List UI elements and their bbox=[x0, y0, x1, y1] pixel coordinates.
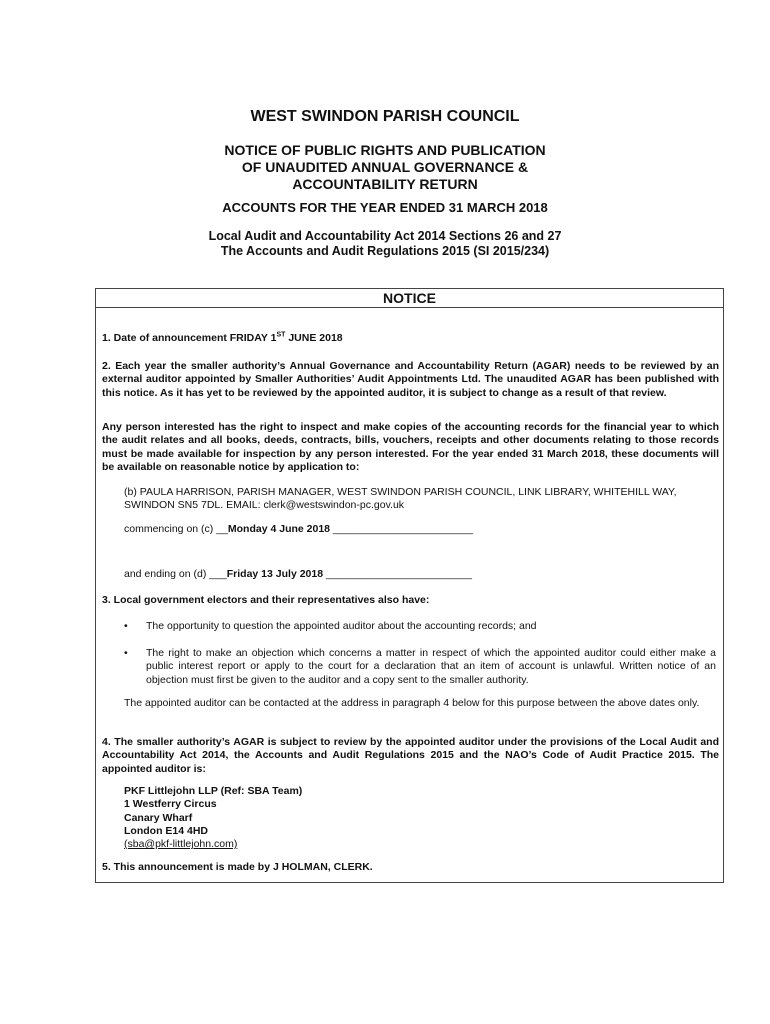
list-item-text: The right to make an objection which concerns a matter in respect of which the appointed auditor could either make a public interest report or apply to the court for a declaration that an item of account is unlawful. Written notice of an objection must first be given to the auditor and a copy sent to the smaller authority. bbox=[146, 647, 716, 686]
notice-heading-line3: ACCOUNTABILITY RETURN bbox=[292, 176, 478, 192]
auditor-address-line: PKF Littlejohn LLP (Ref: SBA Team) bbox=[124, 785, 303, 797]
notice-heading-line2: OF UNAUDITED ANNUAL GOVERNANCE & bbox=[241, 159, 529, 175]
ending-suffix: _________________________ bbox=[323, 568, 472, 580]
bullet-icon: • bbox=[124, 647, 128, 659]
item-1-date bbox=[102, 332, 719, 345]
ending-date: Friday 13 July 2018 bbox=[226, 568, 324, 580]
auditor-address-line: 1 Westferry Circus bbox=[124, 798, 217, 811]
item-3-heading: 3. Local government electors and their representatives also have: bbox=[102, 594, 430, 606]
item-2-paragraph: 2. Each year the smaller authority’s Annual Governance and Accountability Return (AGAR) needs to be reviewed by an external auditor appointed by Smaller Authorities’ Audit Appointments Ltd. The unaudited AGAR has been published with this notice. As it has yet to be reviewed by the appointed auditor, it is subject to change as a result of that review. bbox=[102, 360, 719, 399]
auditor-email-link[interactable]: (sba@pkf-littlejohn.com) bbox=[124, 838, 238, 851]
item-1-suffix: JUNE 2018 bbox=[285, 332, 343, 344]
notice-box-title: NOTICE bbox=[96, 289, 723, 308]
auditor-contact-paragraph: The appointed auditor can be contacted at the address in paragraph 4 below for this purpose between the above dates only. bbox=[124, 697, 700, 709]
notice-heading bbox=[0, 142, 770, 193]
list-item-text: The opportunity to question the appointed auditor about the accounting records; and bbox=[146, 620, 537, 632]
legislation-line1: Local Audit and Accountability Act 2014 Sections 26 and 27 bbox=[208, 229, 562, 243]
rights-paragraph: Any person interested has the right to inspect and make copies of the accounting records for the financial year to which the audit relates and all books, deeds, contracts, bills, vouchers, receipts and other documents relating to those records must be made available for inspection by any person interested. For the year ended 31 March 2018, these documents will be available on reasonable notice by application to: bbox=[102, 421, 719, 473]
commencing-date: Monday 4 June 2018 bbox=[227, 523, 331, 535]
item-5-paragraph: 5. This announcement is made by J HOLMAN, CLERK. bbox=[102, 861, 373, 873]
auditor-address-line: London E14 4HD bbox=[124, 824, 209, 837]
ending-prefix: and ending on (d) ___ bbox=[124, 568, 227, 580]
legislation-heading bbox=[0, 229, 770, 259]
contact-paragraph: (b) PAULA HARRISON, PARISH MANAGER, WEST SWINDON PARISH COUNCIL, LINK LIBRARY, WHITEHILL WAY, SWINDON SN5 7DL. EMAIL: clerk@westswindon-pc.gov.uk bbox=[124, 486, 677, 512]
commencing-prefix: commencing on (c) __ bbox=[124, 523, 228, 535]
notice-box bbox=[95, 288, 724, 883]
item-1-sup: ST bbox=[276, 331, 286, 339]
accounts-heading: ACCOUNTS FOR THE YEAR ENDED 31 MARCH 2018 bbox=[222, 200, 548, 215]
commencing-suffix: ________________________ bbox=[330, 523, 474, 535]
legislation-line2: The Accounts and Audit Regulations 2015 (SI 2015/234) bbox=[220, 244, 550, 258]
bullet-icon: • bbox=[124, 620, 128, 632]
auditor-address bbox=[124, 785, 716, 851]
ending-line bbox=[124, 568, 716, 581]
item-4-paragraph: 4. The smaller authority’s AGAR is subject to review by the appointed auditor under the provisions of the Local Audit and Accountability Act 2014, the Accounts and Audit Regulations 2015 and the NAO’s Code of Audit Practice 2015. The appointed auditor is: bbox=[102, 736, 719, 775]
auditor-address-line: Canary Wharf bbox=[124, 811, 193, 824]
commencing-line bbox=[124, 523, 716, 536]
item-1-prefix: 1. Date of announcement FRIDAY 1 bbox=[102, 332, 277, 344]
council-title: WEST SWINDON PARISH COUNCIL bbox=[250, 108, 520, 125]
notice-heading-line1: NOTICE OF PUBLIC RIGHTS AND PUBLICATION bbox=[224, 142, 546, 158]
